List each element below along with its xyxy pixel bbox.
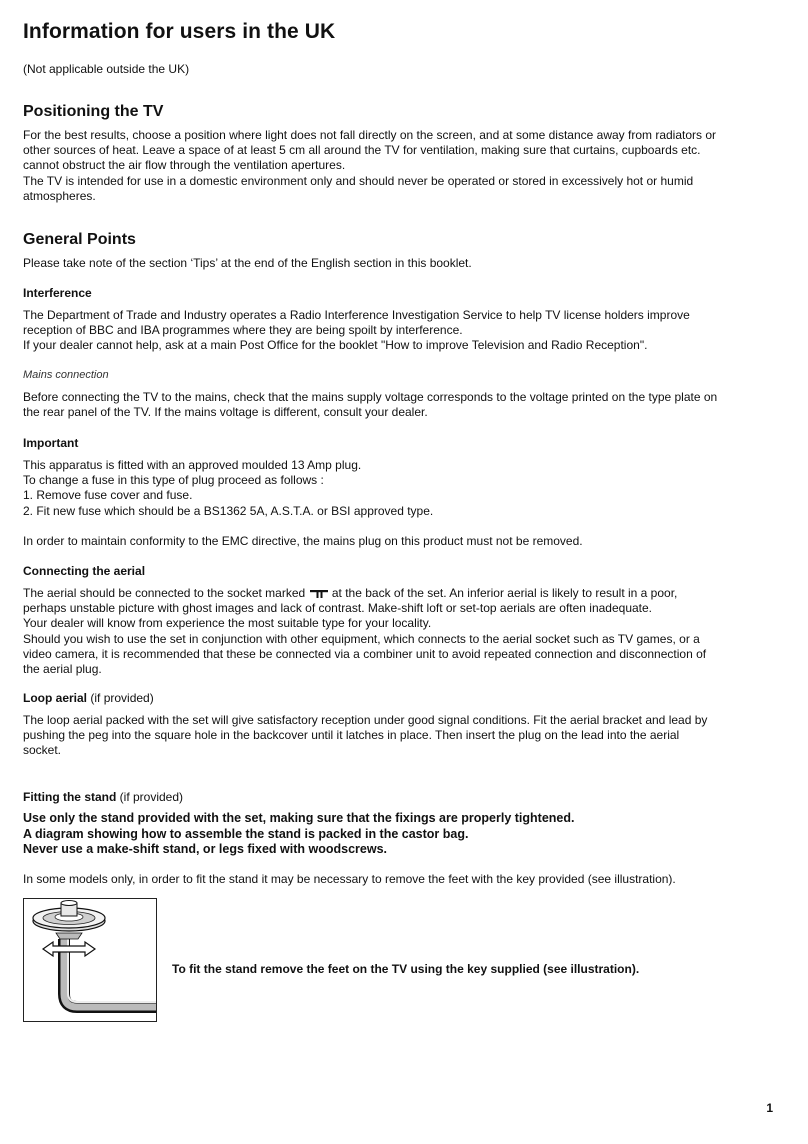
mains-paragraph: Before connecting the TV to the mains, check that the mains supply voltage corresponds to the voltage printed on the type plate on the rear panel of the TV. If the mains voltage is different, consult your dealer. xyxy=(23,390,718,420)
loop-paragraph: The loop aerial packed with the set will give satisfactory reception under good signal conditions. Fit the aerial bracket and lead by pushing the peg into the square hole in the backcover until it latches in place. Then insert the plug on the lead into the aerial socket. xyxy=(23,713,708,758)
heading-fitting-stand: Fitting the stand (if provided) xyxy=(23,790,184,804)
heading-important: Important xyxy=(23,436,79,450)
important-paragraph: This apparatus is fitted with an approved moulded 13 Amp plug. To change a fuse in this type of plug proceed as follows : 1. Remove fuse cover and fuse. 2. Fit new fuse which should be a BS1362 5A, A.S.T.A. or BSI approved type. xyxy=(23,458,434,518)
heading-loop-aerial: Loop aerial (if provided) xyxy=(23,691,154,705)
key-diagram-icon xyxy=(24,899,156,1021)
illustration-caption: To fit the stand remove the feet on the TV using the key supplied (see illustration). xyxy=(172,962,640,976)
heading-connecting-aerial: Connecting the aerial xyxy=(23,564,146,578)
heading-general-points: General Points xyxy=(23,231,136,248)
positioning-paragraph: For the best results, choose a position where light does not fall directly on the screen, and at some distance away from radiators or other sources of heat. Leave a space of at least 5 cm all around the TV for ventilation, making sure that curtains, cupboards etc. cannot obstruct the air flow through the ventilation apertures. The TV is intended for use in a domestic environment only and should never be operated or stored in excessively hot or humid atmospheres. xyxy=(23,128,717,203)
general-paragraph: Please take note of the section ‘Tips’ at the end of the English section in this booklet. xyxy=(23,256,472,270)
stand-paragraph: In some models only, in order to fit the stand it may be necessary to remove the feet with the key provided (see illustration). xyxy=(23,872,676,886)
emc-paragraph: In order to maintain conformity to the EMC directive, the mains plug on this product must not be removed. xyxy=(23,534,583,548)
stand-key-illustration xyxy=(23,898,157,1022)
aerial-socket-icon xyxy=(309,589,329,599)
stand-warning-paragraph: Use only the stand provided with the set, making sure that the fixings are properly tightened. A diagram showing how to assemble the stand is packed in the castor bag. Never use a make-shift stand, or legs fixed with woodscrews. xyxy=(23,811,575,857)
heading-mains-connection: Mains connection xyxy=(23,369,109,381)
subtitle: (Not applicable outside the UK) xyxy=(23,62,190,76)
page-title: Information for users in the UK xyxy=(23,20,336,43)
heading-positioning: Positioning the TV xyxy=(23,103,164,120)
interference-paragraph: The Department of Trade and Industry operates a Radio Interference Investigation Service to help TV license holders improve reception of BBC and IBA programmes where they are being spoilt by interference. If your dealer cannot help, ask at a main Post Office for the booklet "How to improve Television and Radio Reception". xyxy=(23,308,690,353)
heading-interference: Interference xyxy=(23,286,92,300)
page-number: 1 xyxy=(766,1101,773,1115)
aerial-paragraph: The aerial should be connected to the socket marked at the back of the set. An inferior aerial is likely to result in a poor, perhaps unstable picture with ghost images and lack of contrast. Make-shift loft or set-top aerials are often inadequate. Your dealer will know from experience the most suitable type for your locality. Should you wish to use the set in conjunction with other equipment, which connects to the aerial socket such as TV games, or a video camera, it is recommended that these be connected via a combiner unit to avoid repeated connection and disconnection of the aerial plug. xyxy=(23,586,707,677)
